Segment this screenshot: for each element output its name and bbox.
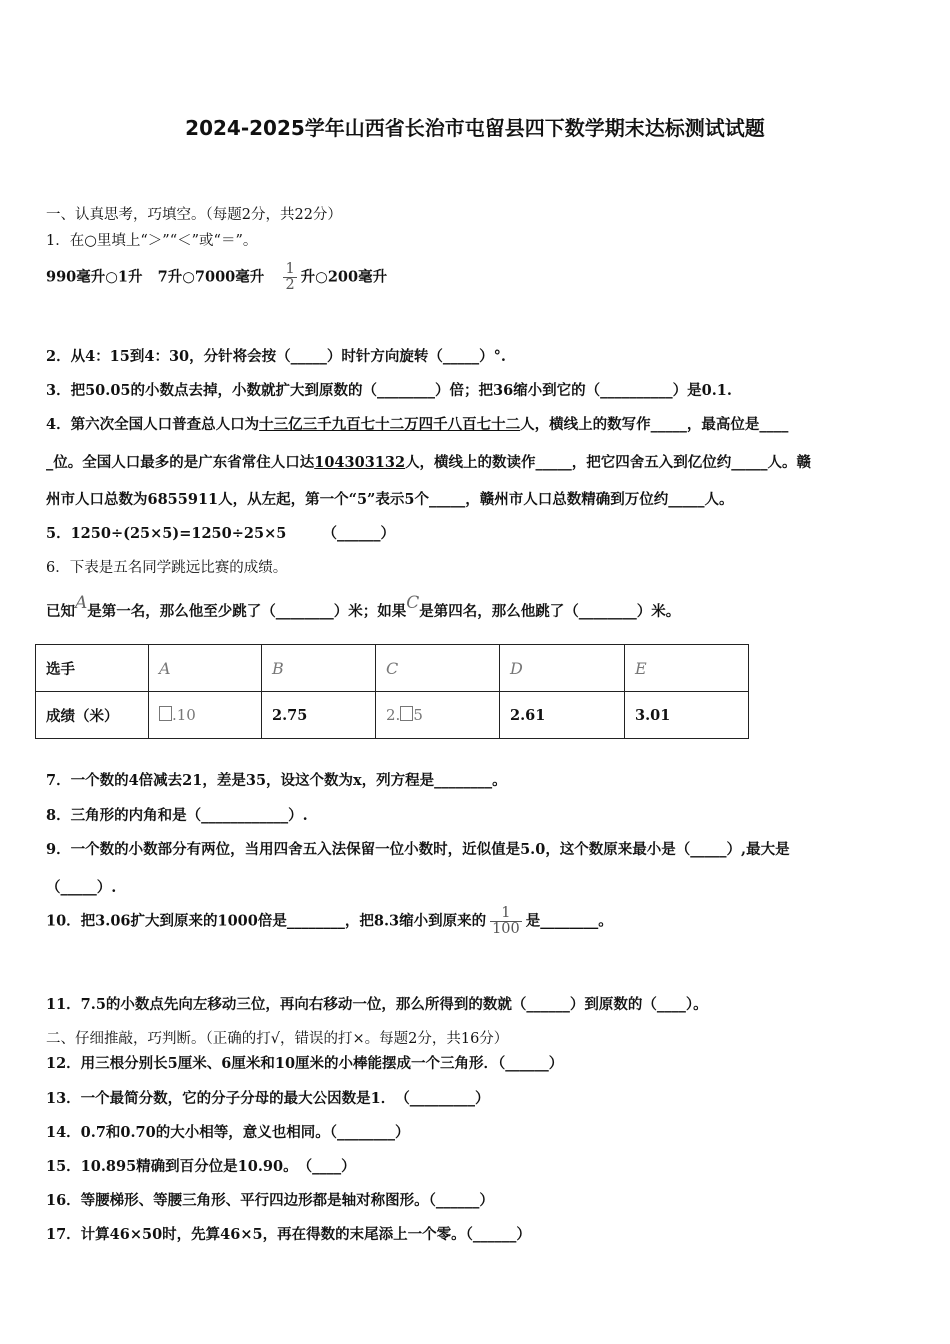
cell-a-value: .10 xyxy=(172,706,196,724)
question-14: 14．0.7和0.70的大小相等，意义也相同。（________） xyxy=(46,1124,410,1141)
table-header-row xyxy=(36,645,749,692)
question-1-items xyxy=(46,262,387,293)
q10-fraction-numerator: 1 xyxy=(490,906,522,922)
q6-var-c: C xyxy=(406,593,420,613)
table-header-cell: E xyxy=(625,645,749,692)
q4-text-d: 人，横线上的数读作_____，把它四舍五入到亿位约_____人。赣 xyxy=(405,454,812,471)
q10-fraction xyxy=(490,906,522,937)
table-header-cell: B xyxy=(262,645,376,692)
question-6-prompt xyxy=(46,593,681,621)
q4-text-a: 4．第六次全国人口普查总人口为 xyxy=(46,416,260,433)
question-6: 6．下表是五名同学跳远比赛的成绩。 xyxy=(46,560,288,576)
q6-var-a: A xyxy=(75,593,88,613)
q4-underlined-number: 十三亿三千九百七十二万四千八百七十二 xyxy=(259,416,521,433)
blank-box-icon xyxy=(400,706,413,721)
table-row-label: 成绩（米） xyxy=(36,692,149,739)
question-11: 11．7.5的小数点先向左移动三位，再向右移动一位，那么所得到的数就（______）到原数的（____）。 xyxy=(46,996,708,1013)
table-cell-a xyxy=(149,692,262,739)
table-header-cell: C xyxy=(376,645,500,692)
q1-item-b: 7升○7000毫升 xyxy=(157,268,265,286)
question-3: 3．把50.05的小数点去掉，小数就扩大到原数的（________）倍；把36缩小到它的（__________）是0.1. xyxy=(46,382,732,399)
question-1: 1．在○里填上“＞”“＜”或“＝”。 xyxy=(46,233,258,249)
q4-text-c: _位。全国人口最多的是广东省常住人口达 xyxy=(46,454,315,471)
table-cell-e: 3.01 xyxy=(625,692,749,739)
q10-text-b: 是________。 xyxy=(525,912,613,930)
table-header-cell: D xyxy=(500,645,625,692)
question-2: 2．从4：15到4：30，分针将会按（_____）时针方向旋转（_____）°. xyxy=(46,348,506,365)
question-13: 13．一个最简分数，它的分子分母的最大公因数是1． （_________） xyxy=(46,1090,490,1107)
section-2-heading: 二、仔细推敲，巧判断。（正确的打√，错误的打×。每题2分，共16分） xyxy=(46,1031,509,1047)
question-15: 15．10.895精确到百分位是10.90。 （____） xyxy=(46,1158,356,1175)
cell-c-prefix: 2. xyxy=(386,706,401,724)
table-cell-b: 2.75 xyxy=(262,692,376,739)
question-12: 12．用三根分别长5厘米、6厘米和10厘米的小棒能摆成一个三角形．（______） xyxy=(46,1055,564,1072)
q6-text-b: 是第一名，那么他至少跳了（________）米；如果 xyxy=(87,603,407,620)
question-10 xyxy=(46,906,613,937)
question-17: 17．计算46×50时，先算46×5，再在得数的末尾添上一个零。（______） xyxy=(46,1226,531,1243)
question-9-line-2: （_____）. xyxy=(46,879,117,896)
question-8: 8．三角形的内角和是（____________）. xyxy=(46,807,308,824)
table-cell-c xyxy=(376,692,500,739)
table-cell-d: 2.61 xyxy=(500,692,625,739)
q1-fraction-denominator: 2 xyxy=(285,277,295,294)
table-header-cell: A xyxy=(149,645,262,692)
question-5: 5．1250÷(25×5)=1250÷25×5 （______） xyxy=(46,525,396,542)
question-4-line-3: 州市人口总数为6855911人，从左起，第一个“5”表示5个_____，赣州市人口总数精确到万位约_____人。 xyxy=(46,491,734,508)
q1-fraction xyxy=(283,262,296,293)
page-title: 2024-2025学年山西省长治市屯留县四下数学期末达标测试试题 xyxy=(185,116,765,140)
table-header-cell: 选手 xyxy=(36,645,149,692)
q4-underlined-count: 104303132 xyxy=(314,454,406,471)
question-4-line-1 xyxy=(46,413,788,434)
q10-text-a: 10．把3.06扩大到原来的1000倍是________，把8.3缩小到原来的 xyxy=(46,912,487,930)
long-jump-table xyxy=(35,644,749,739)
q1-item-c: 升○200毫升 xyxy=(300,268,388,286)
question-4-line-2 xyxy=(46,451,811,472)
cell-c-suffix: 5 xyxy=(413,706,423,724)
question-16: 16．等腰梯形、等腰三角形、平行四边形都是轴对称图形。（______） xyxy=(46,1192,494,1209)
q1-item-a: 990毫升○1升 xyxy=(46,268,143,286)
q10-fraction-denominator: 100 xyxy=(492,921,520,938)
q1-fraction-numerator: 1 xyxy=(285,261,295,277)
table-row xyxy=(36,692,749,739)
question-9-line-1: 9．一个数的小数部分有两位，当用四舍五入法保留一位小数时，近似值是5.0，这个数原来最小是（_____）,最大是 xyxy=(46,841,790,858)
q4-text-b: 人，横线上的数写作_____，最高位是____ xyxy=(520,416,789,433)
question-7: 7．一个数的4倍减去21，差是35，设这个数为x，列方程是________。 xyxy=(46,772,507,789)
blank-box-icon xyxy=(159,706,172,721)
q6-text-a: 已知 xyxy=(46,603,75,620)
q6-text-c: 是第四名，那么他跳了（________）米。 xyxy=(419,603,681,620)
section-1-heading: 一、认真思考，巧填空。（每题2分，共22分） xyxy=(46,207,342,223)
